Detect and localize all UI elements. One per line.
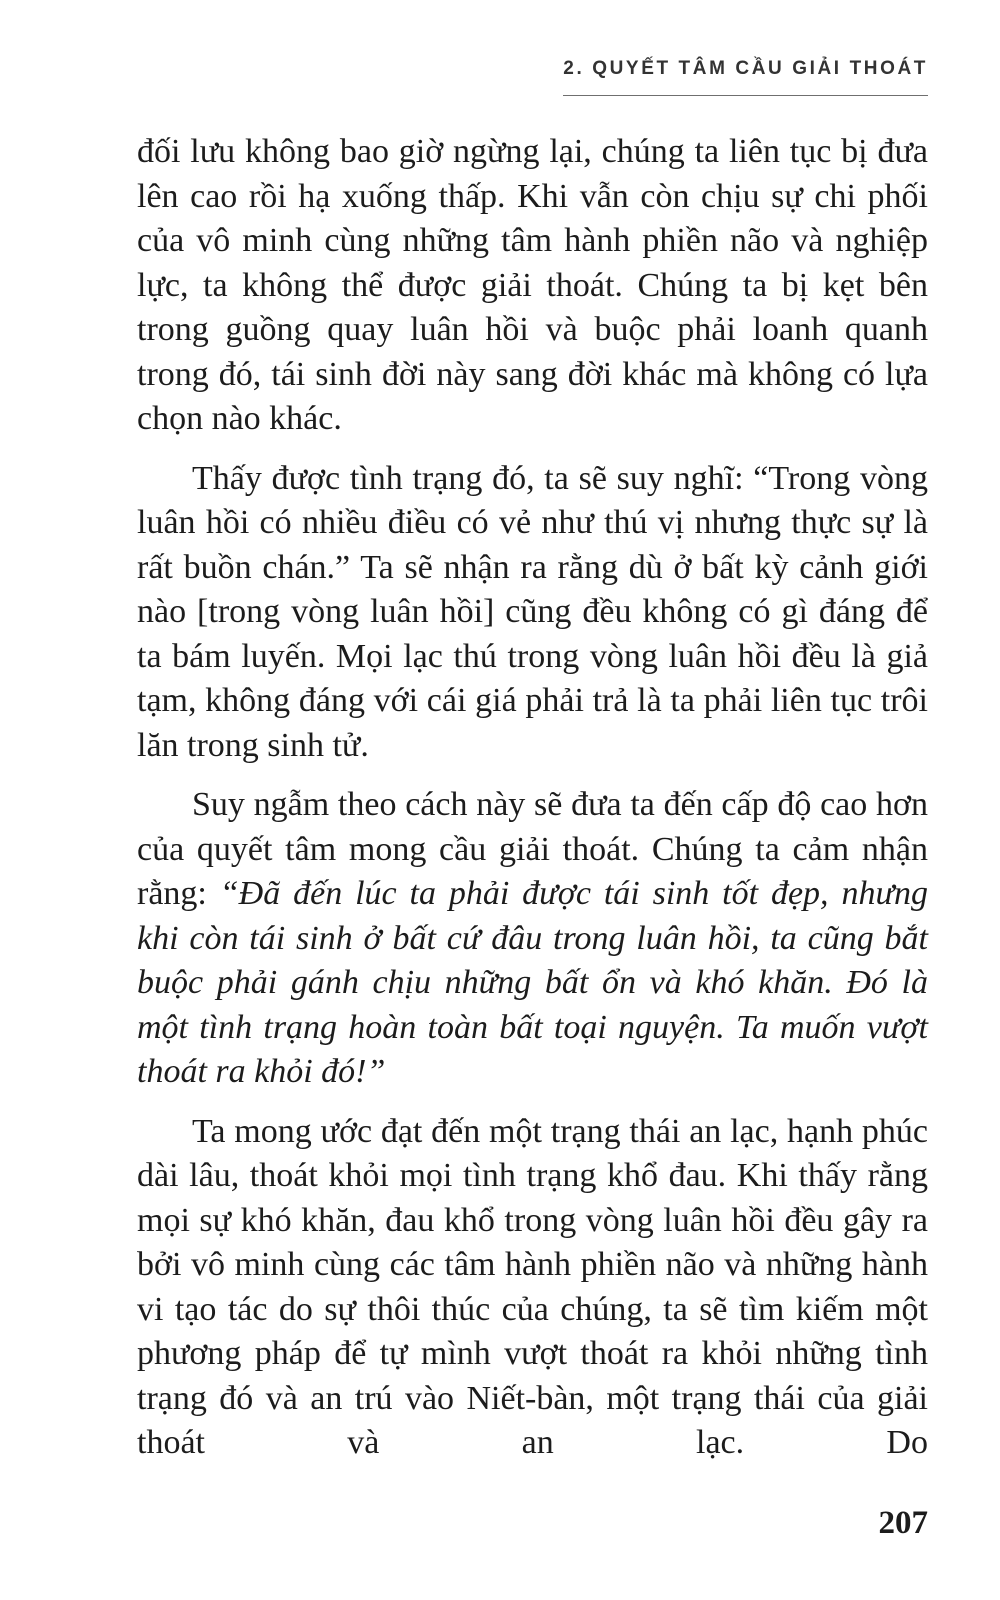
body-text — [137, 130, 928, 1466]
paragraph-4: Ta mong ước đạt đến một trạng thái an lạc, hạnh phúc dài lâu, thoát khỏi mọi tình trạng khổ đau. Khi thấy rằng mọi sự khó khăn, đau khổ trong vòng luân hồi đều gây ra bởi vô minh cùng các tâm hành phiền não và những hành vi tạo tác do sự thôi thúc của chúng, ta sẽ tìm kiếm một phương pháp để tự mình vượt thoát ra khỏi những tình trạng đó và an trú vào Niết-bàn, một trạng thái của giải thoát và an lạc. Do — [137, 1112, 928, 1461]
paragraph-3-italic-quote: “Đã đến lúc ta phải được tái sinh tốt đẹp, nhưng khi còn tái sinh ở bất cứ đâu trong luân hồi, ta cũng bắt buộc phải gánh chịu những bất ổn và khó khăn. Đó là một tình trạng hoàn toàn bất toại nguyện. Ta muốn vượt thoát ra khỏi đó!” — [137, 875, 928, 1090]
paragraph-2: Thấy được tình trạng đó, ta sẽ suy nghĩ: “Trong vòng luân hồi có nhiều điều có vẻ như thú vị nhưng thực sự là rất buồn chán.” Ta sẽ nhận ra rằng dù ở bất kỳ cảnh giới nào [trong vòng luân hồi] cũng đều không có gì đáng để ta bám luyến. Mọi lạc thú trong vòng luân hồi đều là giả tạm, không đáng với cái giá phải trả là ta phải liên tục trôi lăn trong sinh tử. — [137, 459, 928, 764]
paragraph-3 — [137, 783, 928, 1095]
paragraph-3-text: Suy ngẫm theo cách này sẽ đưa ta đến cấp độ cao hơn của quyết tâm mong cầu giải thoát. Chúng ta cảm nhận rằng: — [137, 786, 928, 912]
running-header: 2. QUYẾT TÂM CẦU GIẢI THOÁT — [563, 58, 928, 79]
page-number: 207 — [878, 1505, 928, 1541]
paragraph-1: đối lưu không bao giờ ngừng lại, chúng ta liên tục bị đưa lên cao rồi hạ xuống thấp. Khi vẫn còn chịu sự chi phối của vô minh cùng những tâm hành phiền não và nghiệp lực, ta không thể được giải thoát. Chúng ta bị kẹt bên trong guồng quay luân hồi và buộc phải loanh quanh trong đó, tái sinh đời này sang đời khác mà không có lựa chọn nào khác. — [137, 133, 928, 437]
header-divider — [563, 95, 928, 96]
